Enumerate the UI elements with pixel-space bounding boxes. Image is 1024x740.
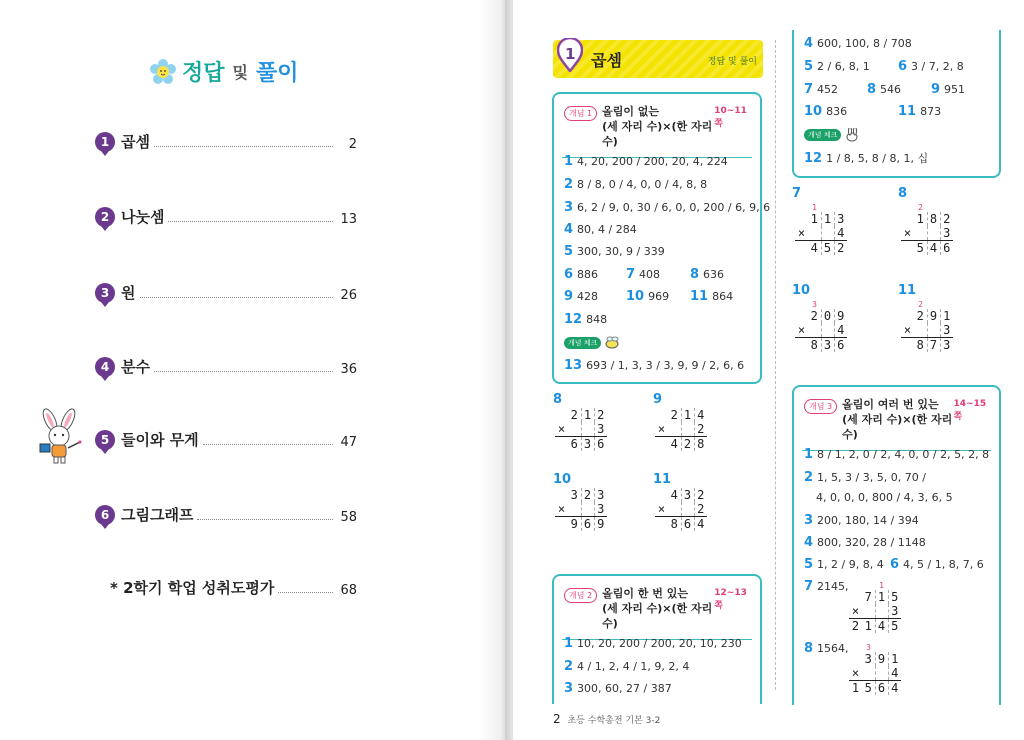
answer-text: 452 bbox=[817, 83, 839, 96]
answer-13 bbox=[564, 358, 744, 373]
answer-5 bbox=[804, 557, 884, 572]
carry-digit: 1 bbox=[812, 203, 817, 212]
answer-2 bbox=[564, 659, 689, 674]
answer-text: 4 / 1, 2, 4 / 1, 9, 2, 4 bbox=[577, 660, 690, 673]
carry-digit: 1 bbox=[879, 581, 884, 590]
answer-number: 3 bbox=[804, 513, 814, 528]
answer-number: 2 bbox=[804, 470, 814, 485]
digit: 6 bbox=[940, 241, 953, 256]
toc-leader-dots bbox=[154, 146, 333, 147]
answer-3 bbox=[564, 681, 672, 696]
digit: 4 bbox=[927, 241, 940, 256]
vertical-calc bbox=[795, 203, 847, 255]
answer-4 bbox=[804, 535, 926, 550]
digit: 9 bbox=[834, 309, 847, 323]
toc-item-1[interactable] bbox=[95, 130, 357, 152]
toc-leader-dots bbox=[168, 221, 333, 222]
concept-pages: 12~13쪽 bbox=[714, 588, 747, 611]
digit: 2 bbox=[810, 309, 818, 323]
digit: 2 bbox=[834, 241, 847, 256]
toc-item-page: 2 bbox=[348, 137, 357, 152]
answer-text: 1, 2 / 9, 8, 4 bbox=[817, 558, 884, 571]
digit: 3 bbox=[594, 488, 607, 502]
concept-check-label: 개념 체크 bbox=[564, 337, 601, 349]
digit: 1 bbox=[810, 212, 818, 226]
answer-text: 951 bbox=[944, 83, 966, 96]
digit: 2 bbox=[694, 422, 707, 437]
digit: 2 bbox=[849, 619, 862, 634]
digit: 5 bbox=[888, 590, 901, 604]
answer-text: 200, 180, 14 / 394 bbox=[817, 514, 919, 527]
answer-12 bbox=[804, 150, 928, 166]
digit: 6 bbox=[581, 517, 594, 532]
concept-tag: 개념 2 bbox=[564, 588, 597, 603]
digit: 6 bbox=[834, 338, 847, 353]
answer-3 bbox=[564, 200, 770, 215]
digit: 3 bbox=[940, 323, 953, 338]
times-sign: × bbox=[657, 502, 666, 516]
answer-text: 3 / 7, 2, 8 bbox=[911, 60, 964, 73]
concept-check bbox=[564, 336, 623, 350]
problem-number: 11 bbox=[653, 472, 672, 487]
digit: 6 bbox=[875, 681, 888, 696]
digit: 8 bbox=[808, 338, 821, 353]
problem-number: 8 bbox=[898, 186, 908, 201]
digit: 3 bbox=[594, 422, 607, 437]
answer-text: 636 bbox=[703, 268, 725, 281]
book-name: 초등 수학총전 기본 3-2 bbox=[567, 716, 661, 726]
vertical-calc bbox=[901, 203, 953, 255]
digit: 2 bbox=[694, 488, 707, 502]
toc-item-label: 나눗셈 bbox=[121, 208, 165, 226]
answer-number: 2 bbox=[564, 177, 574, 192]
answer-number: 12 bbox=[804, 151, 823, 166]
answer-number: 6 bbox=[890, 557, 900, 572]
toc-item-label: 그림그래프 bbox=[121, 506, 194, 524]
answer-number: 7 bbox=[804, 579, 814, 594]
times-sign: × bbox=[557, 422, 566, 436]
vertical-calc bbox=[901, 300, 953, 352]
problem-number: 10 bbox=[553, 472, 572, 487]
digit: 3 bbox=[594, 502, 607, 517]
digit: 3 bbox=[821, 338, 834, 353]
toc-item-page: 47 bbox=[340, 435, 357, 450]
toc-title bbox=[150, 56, 299, 87]
answer-2 bbox=[564, 177, 707, 192]
answer-7 bbox=[626, 267, 660, 282]
digit: 8 bbox=[927, 212, 940, 226]
digit: 3 bbox=[940, 338, 953, 353]
answer-text: 300, 60, 27 / 387 bbox=[577, 682, 672, 695]
concept-3-header bbox=[794, 387, 999, 442]
toc-item-page: 26 bbox=[340, 288, 357, 303]
vertical-calc bbox=[655, 408, 707, 451]
concept-tag: 개념 3 bbox=[804, 399, 837, 414]
answer-10 bbox=[804, 104, 847, 119]
answer-text: 969 bbox=[648, 290, 670, 303]
concept-tag: 개념 1 bbox=[564, 106, 597, 121]
problem-number: 9 bbox=[653, 392, 663, 407]
toc-title-word1: 정답 bbox=[182, 61, 225, 86]
toc-item-page: 13 bbox=[340, 212, 357, 227]
digit: 1 bbox=[888, 652, 901, 666]
answer-text: 300, 30, 9 / 339 bbox=[577, 245, 665, 258]
answer-text: 873 bbox=[920, 105, 942, 118]
answer-number: 7 bbox=[804, 82, 814, 97]
answer-number: 6 bbox=[564, 267, 574, 282]
times-sign: × bbox=[557, 502, 566, 516]
times-sign: × bbox=[657, 422, 666, 436]
digit: 3 bbox=[834, 212, 847, 226]
rabbit-mascot-icon bbox=[30, 408, 90, 466]
concept-title-line1: 올림이 없는 bbox=[602, 105, 660, 118]
answer-2 bbox=[804, 470, 926, 485]
answer-12 bbox=[564, 312, 607, 327]
digit: 9 bbox=[568, 517, 581, 532]
flower-icon bbox=[150, 59, 176, 85]
digit: 4 bbox=[834, 323, 847, 338]
toc-leader-dots bbox=[203, 444, 333, 445]
digit: 7 bbox=[864, 590, 872, 604]
right-page bbox=[513, 0, 1024, 740]
toc-item-2[interactable] bbox=[95, 205, 357, 227]
toc-item-number: 5 bbox=[95, 430, 115, 450]
answer-text: 8 / 1, 2, 0 / 2, 4, 0, 0 / 2, 5, 2, 8 bbox=[817, 448, 990, 461]
answer-1 bbox=[804, 447, 989, 462]
toc-item-6[interactable] bbox=[95, 503, 357, 525]
digit: 1 bbox=[821, 212, 834, 226]
answer-text: 80, 4 / 284 bbox=[577, 223, 637, 236]
left-page bbox=[0, 0, 505, 740]
problem-number: 8 bbox=[553, 392, 563, 407]
digit: 2 bbox=[581, 488, 594, 502]
times-sign: × bbox=[903, 323, 912, 337]
answer-number: 3 bbox=[564, 200, 574, 215]
digit: 4 bbox=[808, 241, 821, 256]
toc-item-label: 원 bbox=[121, 284, 136, 302]
problem-number: 11 bbox=[898, 283, 917, 298]
digit: 2 bbox=[694, 502, 707, 517]
problem-number: 10 bbox=[792, 283, 811, 298]
digit: 8 bbox=[668, 517, 681, 532]
vertical-calc bbox=[555, 488, 607, 531]
page-number: 2 bbox=[553, 712, 561, 726]
answer-5 bbox=[804, 59, 870, 74]
answer-number: 13 bbox=[564, 358, 583, 373]
digit: 1 bbox=[681, 408, 694, 422]
concept-2-continued-box bbox=[792, 30, 1001, 178]
digit: 4 bbox=[875, 619, 888, 634]
vertical-calc bbox=[655, 488, 707, 531]
answer-8 bbox=[867, 82, 901, 97]
digit: 6 bbox=[681, 517, 694, 532]
toc-item-label: 곱셈 bbox=[121, 133, 150, 151]
digit: 3 bbox=[570, 488, 578, 502]
answer-number: 5 bbox=[804, 557, 814, 572]
carry-digit: 2 bbox=[918, 300, 923, 309]
toc-title-word2: 및 bbox=[232, 63, 248, 82]
toc-item-number: 1 bbox=[95, 132, 115, 152]
answer-7 bbox=[804, 82, 838, 97]
answer-text: 4, 5 / 1, 8, 7, 6 bbox=[903, 558, 984, 571]
concept-check bbox=[804, 128, 863, 142]
answer-text: 886 bbox=[577, 268, 599, 281]
rabbit-small-icon bbox=[841, 128, 863, 142]
answer-number: 12 bbox=[564, 312, 583, 327]
digit: 1 bbox=[940, 309, 953, 323]
answer-text: 408 bbox=[639, 268, 661, 281]
toc-leader-dots bbox=[140, 297, 334, 298]
concept-check-label: 개념 체크 bbox=[804, 129, 841, 141]
answer-11 bbox=[690, 289, 733, 304]
digit: 1 bbox=[849, 681, 862, 696]
digit: 7 bbox=[927, 338, 940, 353]
digit: 4 bbox=[668, 437, 681, 452]
toc-item-label: 분수 bbox=[121, 358, 150, 376]
page-footer bbox=[553, 712, 660, 726]
toc-item-5[interactable] bbox=[95, 428, 357, 450]
digit: 8 bbox=[914, 338, 927, 353]
answer-4 bbox=[804, 36, 912, 51]
answer-number: 2 bbox=[564, 659, 574, 674]
toc-item-label: * 2학기 학업 성취도평가 bbox=[110, 579, 275, 597]
digit: 5 bbox=[888, 619, 901, 634]
answer-8 bbox=[804, 641, 849, 656]
answer-number: 10 bbox=[626, 289, 645, 304]
chapter-subtitle: 정답 및 풀이 bbox=[707, 57, 757, 67]
concept-3-box bbox=[792, 385, 1001, 705]
digit: 9 bbox=[875, 652, 888, 666]
digit: 5 bbox=[862, 681, 875, 696]
digit: 6 bbox=[594, 437, 607, 452]
digit: 6 bbox=[568, 437, 581, 452]
digit: 2 bbox=[681, 437, 694, 452]
answer-5 bbox=[564, 244, 665, 259]
vertical-calc bbox=[555, 408, 607, 451]
toc-item-page: 58 bbox=[340, 510, 357, 525]
concept-pages: 10~11쪽 bbox=[714, 106, 747, 129]
digit: 5 bbox=[821, 241, 834, 256]
times-sign: × bbox=[851, 604, 860, 618]
toc-item-number: 3 bbox=[95, 283, 115, 303]
chapter-number: 1 bbox=[565, 45, 576, 63]
concept-title-line2: (세 자리 수)×(한 자리 수) bbox=[602, 120, 713, 148]
answer-text: 2145, bbox=[817, 580, 849, 593]
vertical-calc bbox=[849, 581, 901, 633]
digit: 5 bbox=[914, 241, 927, 256]
carry-digit: 3 bbox=[812, 300, 817, 309]
digit: 3 bbox=[940, 226, 953, 241]
answer-number: 3 bbox=[564, 681, 574, 696]
digit: 2 bbox=[940, 212, 953, 226]
answer-6 bbox=[890, 557, 984, 572]
answer-1 bbox=[564, 636, 742, 651]
digit: 2 bbox=[670, 408, 678, 422]
concept-title bbox=[602, 104, 714, 149]
answer-text: 800, 320, 28 / 1148 bbox=[817, 536, 926, 549]
digit: 3 bbox=[888, 604, 901, 619]
toc-item-3[interactable] bbox=[95, 281, 357, 303]
digit: 3 bbox=[681, 488, 694, 502]
answer-text: 546 bbox=[880, 83, 902, 96]
answer-text: 693 / 1, 3, 3 / 3, 9, 9 / 2, 6, 6 bbox=[586, 359, 745, 372]
concept-title-line2: (세 자리 수)×(한 자리 수) bbox=[602, 602, 713, 630]
toc-item-4[interactable] bbox=[95, 355, 357, 377]
digit: 4 bbox=[694, 517, 707, 532]
concept-1-box bbox=[552, 92, 771, 384]
answer-text: 848 bbox=[586, 313, 608, 326]
answer-number: 1 bbox=[564, 636, 574, 651]
answer-number: 7 bbox=[626, 267, 636, 282]
vertical-calc bbox=[849, 643, 901, 695]
answer-9 bbox=[564, 289, 598, 304]
column-divider bbox=[775, 40, 776, 690]
answer-text: 864 bbox=[712, 290, 734, 303]
answer-text: 2 / 6, 8, 1 bbox=[817, 60, 870, 73]
vertical-calc bbox=[795, 300, 847, 352]
answer-text: 8 / 8, 0 / 4, 0, 0 / 4, 8, 8 bbox=[577, 178, 708, 191]
carry-digit: 2 bbox=[918, 203, 923, 212]
answer-number: 10 bbox=[804, 104, 823, 119]
bee-icon bbox=[601, 336, 623, 350]
answer-text: 10, 20, 200 / 200, 20, 10, 230 bbox=[577, 637, 742, 650]
answer-number: 6 bbox=[898, 59, 908, 74]
answer-number: 5 bbox=[804, 59, 814, 74]
answer-10 bbox=[626, 289, 669, 304]
toc-item-number: 4 bbox=[95, 357, 115, 377]
answer-11 bbox=[898, 104, 941, 119]
answer-6 bbox=[898, 59, 964, 74]
toc-item-page: 68 bbox=[340, 583, 357, 598]
concept-title bbox=[842, 397, 953, 442]
toc-item-number: 6 bbox=[95, 505, 115, 525]
digit: 1 bbox=[862, 619, 875, 634]
digit: 4 bbox=[888, 681, 901, 696]
toc-leader-dots bbox=[154, 371, 333, 372]
answer-number: 9 bbox=[931, 82, 941, 97]
answer-number: 11 bbox=[690, 289, 709, 304]
answer-text: 6, 2 / 9, 0, 30 / 6, 0, 0, 200 / 6, 9, 6 bbox=[577, 201, 771, 214]
concept-title bbox=[602, 586, 714, 631]
answer-text: 600, 100, 8 / 708 bbox=[817, 37, 912, 50]
answer-number: 5 bbox=[564, 244, 574, 259]
digit: 8 bbox=[694, 437, 707, 452]
answer-3 bbox=[804, 513, 919, 528]
answer-text: 1564, bbox=[817, 642, 849, 655]
concept-pages: 14~15쪽 bbox=[953, 399, 987, 422]
toc-leader-dots bbox=[197, 519, 333, 520]
digit: 3 bbox=[864, 652, 872, 666]
digit: 2 bbox=[570, 408, 578, 422]
answer-number: 8 bbox=[690, 267, 700, 282]
digit: 1 bbox=[875, 590, 888, 604]
answer-6 bbox=[564, 267, 598, 282]
toc-title-word3: 풀이 bbox=[255, 61, 299, 86]
digit: 4 bbox=[834, 226, 847, 241]
times-sign: × bbox=[903, 226, 912, 240]
answer-number: 4 bbox=[804, 535, 814, 550]
answer-number: 4 bbox=[564, 222, 574, 237]
answer-7 bbox=[804, 579, 849, 594]
digit: 4 bbox=[670, 488, 678, 502]
concept-2-header bbox=[554, 576, 760, 631]
digit: 4 bbox=[888, 666, 901, 681]
answer-number: 1 bbox=[564, 154, 574, 169]
answer-text: 1 / 8, 5, 8 / 8, 1, 십 bbox=[826, 152, 929, 165]
digit: 9 bbox=[927, 309, 940, 323]
toc-leader-dots bbox=[278, 592, 333, 593]
answer-number: 8 bbox=[804, 641, 814, 656]
problem-number: 7 bbox=[792, 186, 802, 201]
answer-text: 836 bbox=[826, 105, 848, 118]
toc-item-page: 36 bbox=[340, 362, 357, 377]
answer-1 bbox=[564, 154, 728, 169]
times-sign: × bbox=[851, 666, 860, 680]
answer-8 bbox=[690, 267, 724, 282]
chapter-title: 곱셈 bbox=[591, 51, 622, 70]
answer-number: 4 bbox=[804, 36, 814, 51]
digit: 2 bbox=[594, 408, 607, 422]
carry-digit: 3 bbox=[866, 643, 871, 652]
concept-1-header bbox=[554, 94, 760, 149]
answer-4 bbox=[564, 222, 637, 237]
digit: 9 bbox=[594, 517, 607, 532]
answer-9 bbox=[931, 82, 965, 97]
toc-item-label: 들이와 무게 bbox=[121, 431, 199, 449]
answer-number: 11 bbox=[898, 104, 917, 119]
digit: 4 bbox=[694, 408, 707, 422]
toc-item-achievement-test[interactable] bbox=[110, 577, 357, 598]
answer-number: 9 bbox=[564, 289, 574, 304]
answer-text: 4, 20, 200 / 200, 20, 4, 224 bbox=[577, 155, 728, 168]
concept-title-line2: (세 자리 수)×(한 자리 수) bbox=[842, 413, 953, 441]
digit: 2 bbox=[916, 309, 924, 323]
times-sign: × bbox=[797, 226, 806, 240]
digit: 0 bbox=[821, 309, 834, 323]
concept-title-line1: 올림이 여러 번 있는 bbox=[842, 398, 939, 411]
toc-item-number: 2 bbox=[95, 207, 115, 227]
times-sign: × bbox=[797, 323, 806, 337]
answer-text: 4, 0, 0, 0, 800 / 4, 3, 6, 5 bbox=[816, 491, 953, 504]
digit: 1 bbox=[581, 408, 594, 422]
answer-text: 428 bbox=[577, 290, 599, 303]
answer-number: 1 bbox=[804, 447, 814, 462]
concept-title-line1: 올림이 한 번 있는 bbox=[602, 587, 688, 600]
answer-text: 1, 5, 3 / 3, 5, 0, 70 / bbox=[817, 471, 926, 484]
chapter-banner bbox=[553, 40, 763, 78]
answer-number: 8 bbox=[867, 82, 877, 97]
answer-2-continued bbox=[816, 491, 953, 504]
digit: 1 bbox=[916, 212, 924, 226]
concept-2-box bbox=[552, 574, 762, 704]
digit: 3 bbox=[581, 437, 594, 452]
